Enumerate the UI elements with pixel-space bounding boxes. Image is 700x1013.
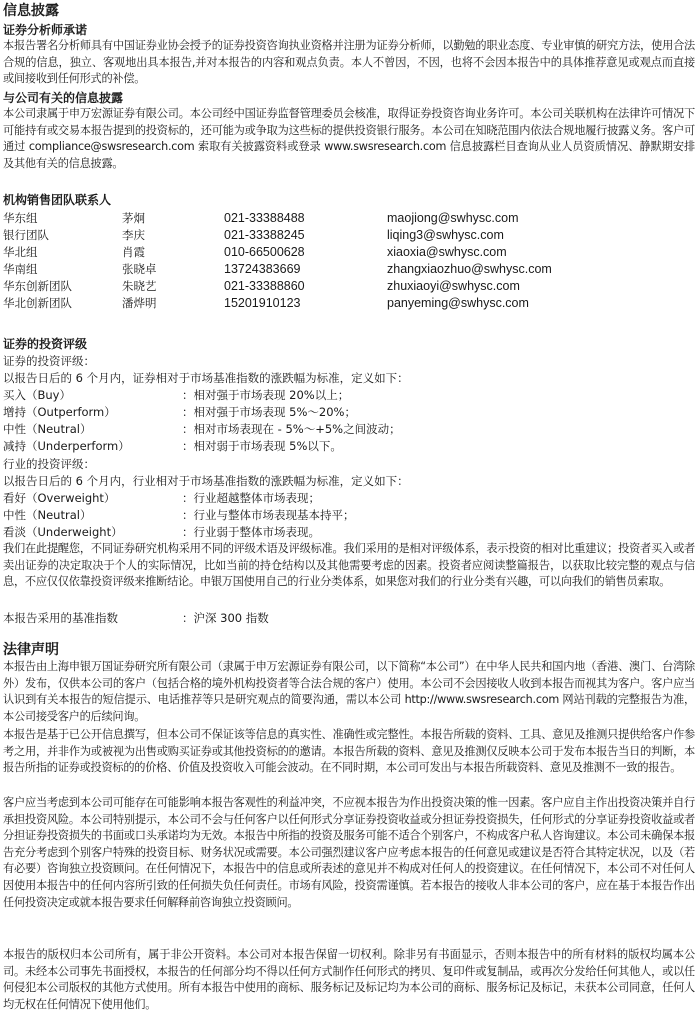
disclosure-title: 信息披露 (3, 3, 59, 19)
contact-email[interactable]: liqing3@swhysc.com (387, 228, 504, 242)
contact-name: 朱晓艺 (122, 279, 157, 293)
contact-row (0, 261, 700, 278)
contact-row (0, 227, 700, 244)
contact-region: 华东组 (3, 211, 38, 225)
rating-definition: ：相对强于市场表现 5%～20%； (182, 405, 356, 419)
contact-region: 华东创新团队 (3, 279, 72, 293)
legal-paragraph-3: 客户应当考虑到本公司可能存在可能影响本报告客观性的利益冲突，不应视本报告为作出投资决策的惟一因素。客户应自主作出投资决策并自行承担投资风险。本公司特别提示，本公司不会与任何客户以任何形式分享证券投资收益或分担证券投资损失，任何形式的分享证券投资收益或者分担证券投资损失的书面或口头承诺均为无效。本报告中所指的投资及服务可能不适合个别客户，不构成客户私人咨询建议。本公司未确保本报告充分考虑到个别客户特殊的投资目标、财务状况或需要。本公司强烈建议客户应考虑本报告的任何意见或建议是否符合其特定状况，以及（若有必要）咨询独立投资顾问。在任何情况下，本报告中的信息或所表述的意见并不构成对任何人的投资建议。在任何情况下，本公司不对任何人因使用本报告中的任何内容所引致的任何损失负任何责任。市场有风险，投资需谨慎。若本报告的接收人非本公司的客户，应在基于本报告作出任何投资决定或就本报告要求任何解释前咨询独立投资顾问。 (3, 796, 695, 909)
contact-email[interactable]: xiaoxia@swhysc.com (387, 245, 507, 259)
rating-heading: 证券的投资评级 (3, 337, 88, 351)
benchmark-label: 本报告采用的基准指数 (3, 611, 118, 625)
contact-region: 华北组 (3, 245, 38, 259)
contact-region: 华北创新团队 (3, 296, 72, 310)
analyst-heading: 证券分析师承诺 (3, 23, 88, 37)
contact-email[interactable]: zhangxiaozhuo@swhysc.com (387, 262, 552, 276)
contact-region: 银行团队 (3, 228, 49, 242)
rating-label: 减持（Underperform） (3, 439, 130, 453)
rating-note-text: 我们在此提醒您，不同证券研究机构采用不同的评级术语及评级标准。我们采用的是相对评级体系，表示投资的相对比重建议；投资者买入或者卖出证券的决定取决于个人的实际情况，比如当前的持仓结构以及其他需要考虑的因素。投资者应阅读整篇报告，以获取比较完整的观点与信息，不应仅仅依靠投资评级来推断结论。申银万国使用自己的行业分类体系，如果您对我们的行业分类有兴趣，可以向我们的销售员索取。 (3, 542, 695, 589)
legal-paragraph-4: 本报告的版权归本公司所有，属于非公开资料。本公司对本报告保留一切权利。除非另有书面显示，否则本报告中的所有材料的版权均属本公司。未经本公司事先书面授权，本报告的任何部分均不得以任何方式制作任何形式的拷贝、复印件或复制品，或再次分发给任何其他人，或以任何侵犯本公司版权的其他方式使用。所有本报告中使用的商标、服务标记及标记均为本公司的商标、服务标记及标记，未获本公司同意，任何人均无权在任何情况下使用他们。 (3, 948, 695, 1011)
legal-paragraph-2: 本报告是基于已公开信息撰写，但本公司不保证该等信息的真实性、准确性或完整性。本报告所载的资料、工具、意见及推测只提供给客户作参考之用，并非作为或被视为出售或购买证券或其他投资标的的邀请。本报告所载的资料、意见及推测仅反映本公司于发布本报告当日的判断，本报告所指的证券或投资标的的价格、价值及投资收入可能会波动。在不同时期，本公司可发出与本报告所载资料、意见及推测不一致的报告。 (3, 728, 695, 775)
contact-name: 潘烨明 (122, 296, 157, 310)
rating-definition: ：相对市场表现在 - 5%～+5%之间波动； (182, 422, 401, 436)
legal-title: 法律声明 (3, 642, 59, 658)
contact-email[interactable]: maojiong@swhysc.com (387, 211, 519, 225)
rating-definition: ：相对弱于市场表现 5%以下。 (182, 439, 342, 453)
rating-label: 中性（Neutral） (3, 508, 92, 522)
contact-email[interactable]: panyeming@swhysc.com (387, 296, 529, 310)
rating-label: 看淡（Underweight） (3, 525, 123, 539)
contact-phone: 15201910123 (224, 296, 301, 310)
rating-definition: ：相对强于市场表现 20%以上； (182, 388, 350, 402)
company-disclosure-text: 本公司隶属于申万宏源证券有限公司。本公司经中国证券监督管理委员会核准，取得证券投资咨询业务许可。本公司关联机构在法律许可情况下可能持有或交易本报告提到的投资标的，还可能为或争取为这些标的提供投资银行服务。本公司在知晓范围内依法合规地履行披露义务。客户可通过 compliance@swsresearch.com 索取有关披露资料或登录 www.swsresearch.com 信息披露栏目查询从业人员资质情况、静默期安排及其他有关的信息披露。 (3, 107, 695, 170)
company-disclosure-heading: 与公司有关的信息披露 (3, 91, 124, 105)
rating-definition: ：行业弱于整体市场表现。 (182, 525, 320, 539)
benchmark-value: ：沪深 300 指数 (182, 611, 269, 625)
contact-phone: 13724383669 (224, 262, 301, 276)
contact-name: 茅炯 (122, 211, 145, 225)
rating-definition: ：行业与整体市场表现基本持平； (182, 508, 355, 522)
contact-phone: 021-33388245 (224, 228, 305, 242)
contact-row (0, 295, 700, 312)
contact-name: 肖霞 (122, 245, 145, 259)
rating-label: 增持（Outperform） (3, 405, 116, 419)
rating-label: 看好（Overweight） (3, 491, 116, 505)
rating-label: 买入（Buy） (3, 388, 71, 402)
contact-row (0, 244, 700, 261)
legal-paragraph-1: 本报告由上海申银万国证券研究所有限公司（隶属于申万宏源证券有限公司，以下简称“本公司”）在中华人民共和国内地（香港、澳门、台湾除外）发布，仅供本公司的客户（包括合格的境外机构投资者等合法合规的客户）使用。本公司不会因接收人收到本报告而视其为客户。客户应当认识到有关本报告的短信提示、电话推荐等只是研究观点的简要沟通，需以本公司 http://www.swsresearch.com 网站刊载的完整报告为准，本公司接受客户的后续问询。 (3, 660, 695, 723)
contact-email[interactable]: zhuxiaoyi@swhysc.com (387, 279, 520, 293)
stock-rating-label: 证券的投资评级： (3, 354, 95, 368)
contact-phone: 010-66500628 (224, 245, 305, 259)
contact-row (0, 210, 700, 227)
contact-region: 华南组 (3, 262, 38, 276)
sales-team-heading: 机构销售团队联系人 (3, 193, 112, 207)
contact-row (0, 278, 700, 295)
analyst-commitment-text: 本报告署名分析师具有中国证券业协会授予的证券投资咨询执业资格并注册为证券分析师，以勤勉的职业态度、专业审慎的研究方法，使用合法合规的信息，独立、客观地出具本报告,并对本报告的内容和观点负责。本人不曾因，不因，也将不会因本报告中的具体推荐意见或观点而直接或间接收到任何形式的补偿。 (3, 39, 695, 86)
rating-label: 中性（Neutral） (3, 422, 92, 436)
contact-phone: 021-33388488 (224, 211, 305, 225)
contact-phone: 021-33388860 (224, 279, 305, 293)
contact-name: 李庆 (122, 228, 145, 242)
industry-rating-label: 行业的投资评级： (3, 457, 95, 471)
industry-rating-intro: 以报告日后的 6 个月内，行业相对于市场基准指数的涨跌幅为标准，定义如下： (3, 474, 409, 488)
rating-definition: ：行业超越整体市场表现； (182, 491, 320, 505)
contact-name: 张晓卓 (122, 262, 157, 276)
stock-rating-intro: 以报告日后的 6 个月内，证券相对于市场基准指数的涨跌幅为标准，定义如下： (3, 371, 409, 385)
